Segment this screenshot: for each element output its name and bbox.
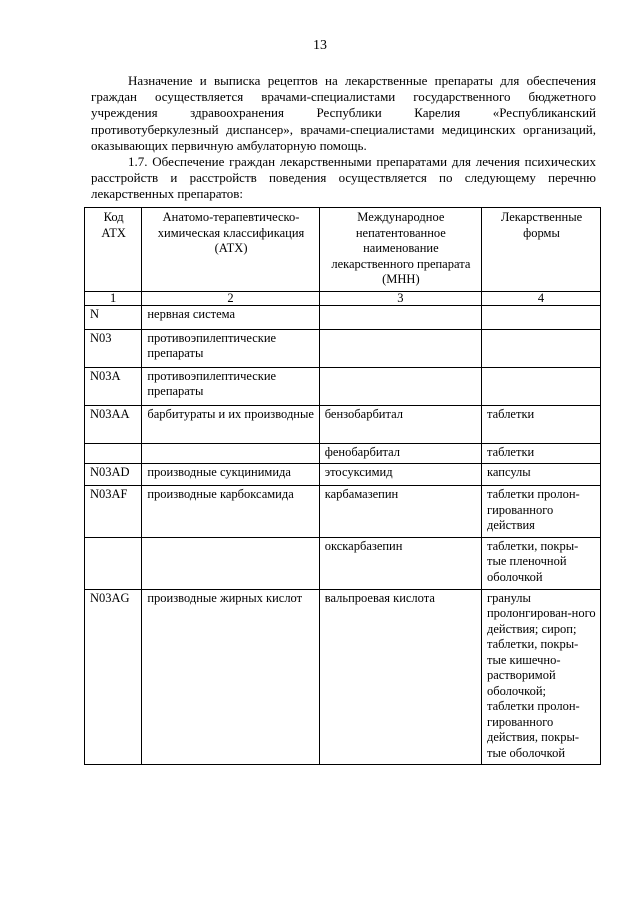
atc-class-cell: противоэпилептические препараты (142, 329, 319, 367)
dosage-form-cell: таблетки, покры-тые пленочной оболочкой (481, 537, 600, 589)
header-inn: Международное непатентованное наименование лекарственного препарата (МНН) (319, 208, 481, 292)
inn-cell (319, 367, 481, 405)
table-row (85, 486, 601, 538)
column-number: 1 (85, 291, 142, 305)
atc-code-cell: N03AG (85, 589, 142, 765)
dosage-form-cell (481, 305, 600, 329)
table-row (85, 464, 601, 486)
header-atc-code: Код АТХ (85, 208, 142, 292)
inn-cell: бензобарбитал (319, 405, 481, 443)
atc-class-cell: нервная система (142, 305, 319, 329)
atc-code-cell: N03AF (85, 486, 142, 538)
column-number: 4 (481, 291, 600, 305)
atc-class-cell (142, 443, 319, 464)
atc-code-cell (85, 443, 142, 464)
table-row (85, 367, 601, 405)
inn-cell: карбамазепин (319, 486, 481, 538)
atc-code-cell: N03AD (85, 464, 142, 486)
atc-class-cell: производные карбоксамида (142, 486, 319, 538)
column-number-row (85, 291, 601, 305)
column-number: 3 (319, 291, 481, 305)
inn-cell: вальпроевая кислота (319, 589, 481, 765)
dosage-form-cell (481, 367, 600, 405)
atc-code-cell: N03A (85, 367, 142, 405)
table-row (85, 305, 601, 329)
atc-class-cell (142, 537, 319, 589)
drug-list-table (84, 207, 601, 765)
column-number: 2 (142, 291, 319, 305)
atc-class-cell: противоэпилептические препараты (142, 367, 319, 405)
inn-cell: этосуксимид (319, 464, 481, 486)
inn-cell: фенобарбитал (319, 443, 481, 464)
atc-code-cell: N03 (85, 329, 142, 367)
table-row (85, 443, 601, 464)
dosage-form-cell: капсулы (481, 464, 600, 486)
atc-class-cell: производные жирных кислот (142, 589, 319, 765)
header-dosage-forms: Лекарственные формы (481, 208, 600, 292)
dosage-form-cell: таблетки пролон-гированного действия (481, 486, 600, 538)
dosage-form-cell: таблетки (481, 405, 600, 443)
inn-cell: окскарбазепин (319, 537, 481, 589)
header-atc-classification: Анатомо-терапевтическо-химическая классификация (АТХ) (142, 208, 319, 292)
table-row (85, 405, 601, 443)
dosage-form-cell (481, 329, 600, 367)
inn-cell (319, 305, 481, 329)
atc-code-cell: N03AA (85, 405, 142, 443)
page-number: 13 (313, 38, 327, 53)
table-row (85, 589, 601, 765)
table-header-row (85, 208, 601, 292)
table-row (85, 329, 601, 367)
atc-class-cell: производные сукцинимида (142, 464, 319, 486)
inn-cell (319, 329, 481, 367)
paragraph-prescription-info: Назначение и выписка рецептов на лекарственные препараты для обеспечения граждан осуществляется врачами-специалистами государственного бюджетного учреждения здравоохранения Республики Карелия «Республиканский противотуберкулезный диспансер», врачами-специалистами медицинских организаций, оказывающих первичную амбулаторную помощь. (91, 73, 596, 153)
table-row (85, 537, 601, 589)
dosage-form-cell: таблетки (481, 443, 600, 464)
dosage-form-cell: гранулы пролонгирован-ного действия; сироп; таблетки, покры-тые кишечно-растворимой оболочкой; таблетки пролон-гированного действия, покры-тые оболочкой (481, 589, 600, 765)
atc-code-cell (85, 537, 142, 589)
atc-class-cell: барбитураты и их производные (142, 405, 319, 443)
paragraph-section-1-7: 1.7. Обеспечение граждан лекарственными препаратами для лечения психических расстройств и расстройств поведения осуществляется по следующему перечню лекарственных препаратов: (91, 154, 596, 202)
atc-code-cell: N (85, 305, 142, 329)
